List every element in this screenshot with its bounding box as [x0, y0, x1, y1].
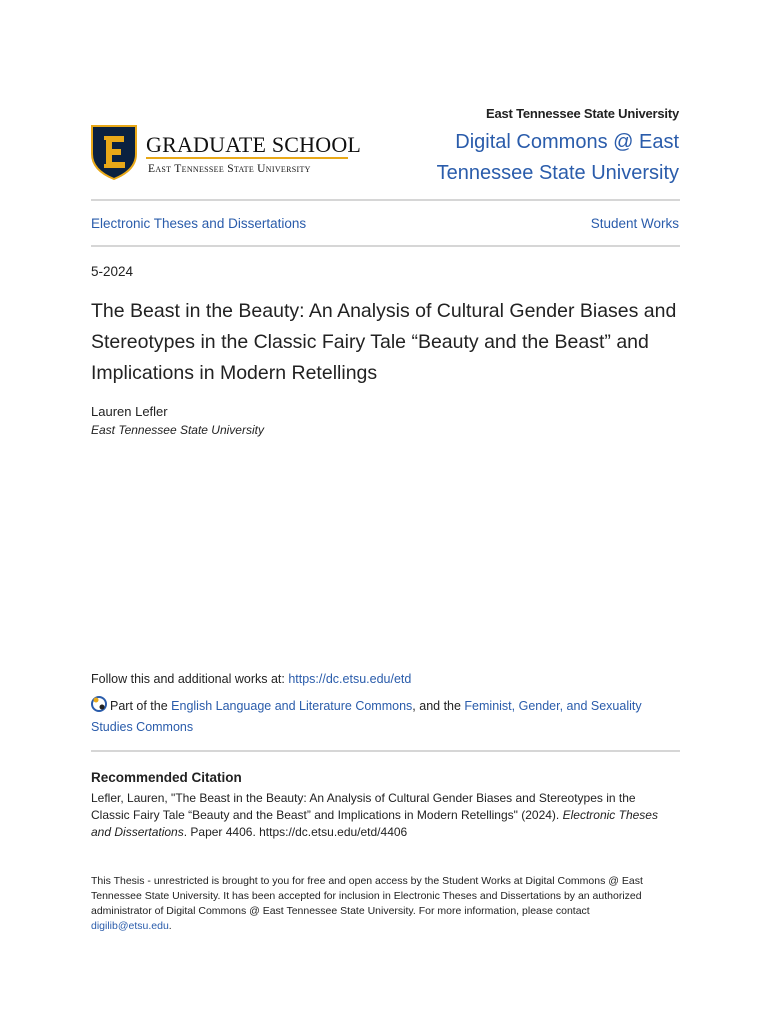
citation-text [91, 790, 671, 841]
part-of-line [91, 696, 671, 738]
gender-commons-link[interactable]: Feminist, Gender, and Sexuality Studies Commons [91, 699, 642, 734]
author-name: Lauren Lefler [91, 404, 168, 419]
etsu-shield-icon [90, 124, 138, 180]
repository-line-1: Digital Commons @ East [455, 131, 679, 153]
part-of-middle: , and the [412, 699, 465, 713]
follow-link[interactable]: https://dc.etsu.edu/etd [288, 672, 412, 686]
notice-text: This Thesis - unrestricted is brought to you for free and open access by the Student Works at Digital Commons @ East Tennessee State University. It has been accepted for inclusion in Electronic Theses and Dissertations by an authorized administrator of Digital Commons @ East Tennessee State University. For more information, please contact [91, 875, 643, 917]
citation-series: Electronic Theses and Dissertations [91, 808, 658, 839]
notice-end: . [168, 920, 172, 932]
institution-name: East Tennessee State University [486, 106, 679, 121]
part-of-prefix: Part of the [110, 699, 172, 713]
publication-date: 5-2024 [91, 264, 134, 279]
repository-link[interactable] [339, 127, 679, 189]
divider-collections [91, 245, 680, 247]
access-notice [91, 874, 671, 934]
citation-heading: Recommended Citation [91, 770, 242, 785]
english-commons-link[interactable]: English Language and Literature Commons [171, 699, 413, 713]
logo-rule [146, 157, 348, 159]
collection-link-etd[interactable]: Electronic Theses and Dissertations [91, 216, 307, 231]
logo-title: GRADUATE SCHOOL [146, 132, 362, 157]
document-title: The Beast in the Beauty: An Analysis of Cultural Gender Biases and Stereotypes in the Classic Fairy Tale “Beauty and the Beast” and Implications in Modern Retellings [91, 300, 677, 384]
divider-top [91, 199, 680, 201]
collection-link-student-works[interactable]: Student Works [590, 216, 679, 231]
logo-subtitle: East Tennessee State University [148, 163, 311, 175]
author-affiliation: East Tennessee State University [91, 423, 264, 437]
citation-main: Lefler, Lauren, "The Beast in the Beauty: An Analysis of Cultural Gender Biases and Stereotypes in the Classic Fairy Tale “Beauty and the Beast” and Implications in Modern Retellings" (2024). [91, 791, 636, 822]
divider-citation [91, 750, 680, 752]
contact-email-link[interactable]: digilib@etsu.edu [91, 920, 169, 932]
citation-suffix: . Paper 4406. https://dc.etsu.edu/etd/4406 [183, 825, 408, 839]
follow-prefix: Follow this and additional works at: [91, 672, 289, 686]
network-commons-icon [91, 696, 107, 712]
repository-line-2: Tennessee State University [436, 162, 679, 184]
follow-line [91, 672, 411, 686]
graduate-school-logo[interactable] [90, 124, 362, 180]
